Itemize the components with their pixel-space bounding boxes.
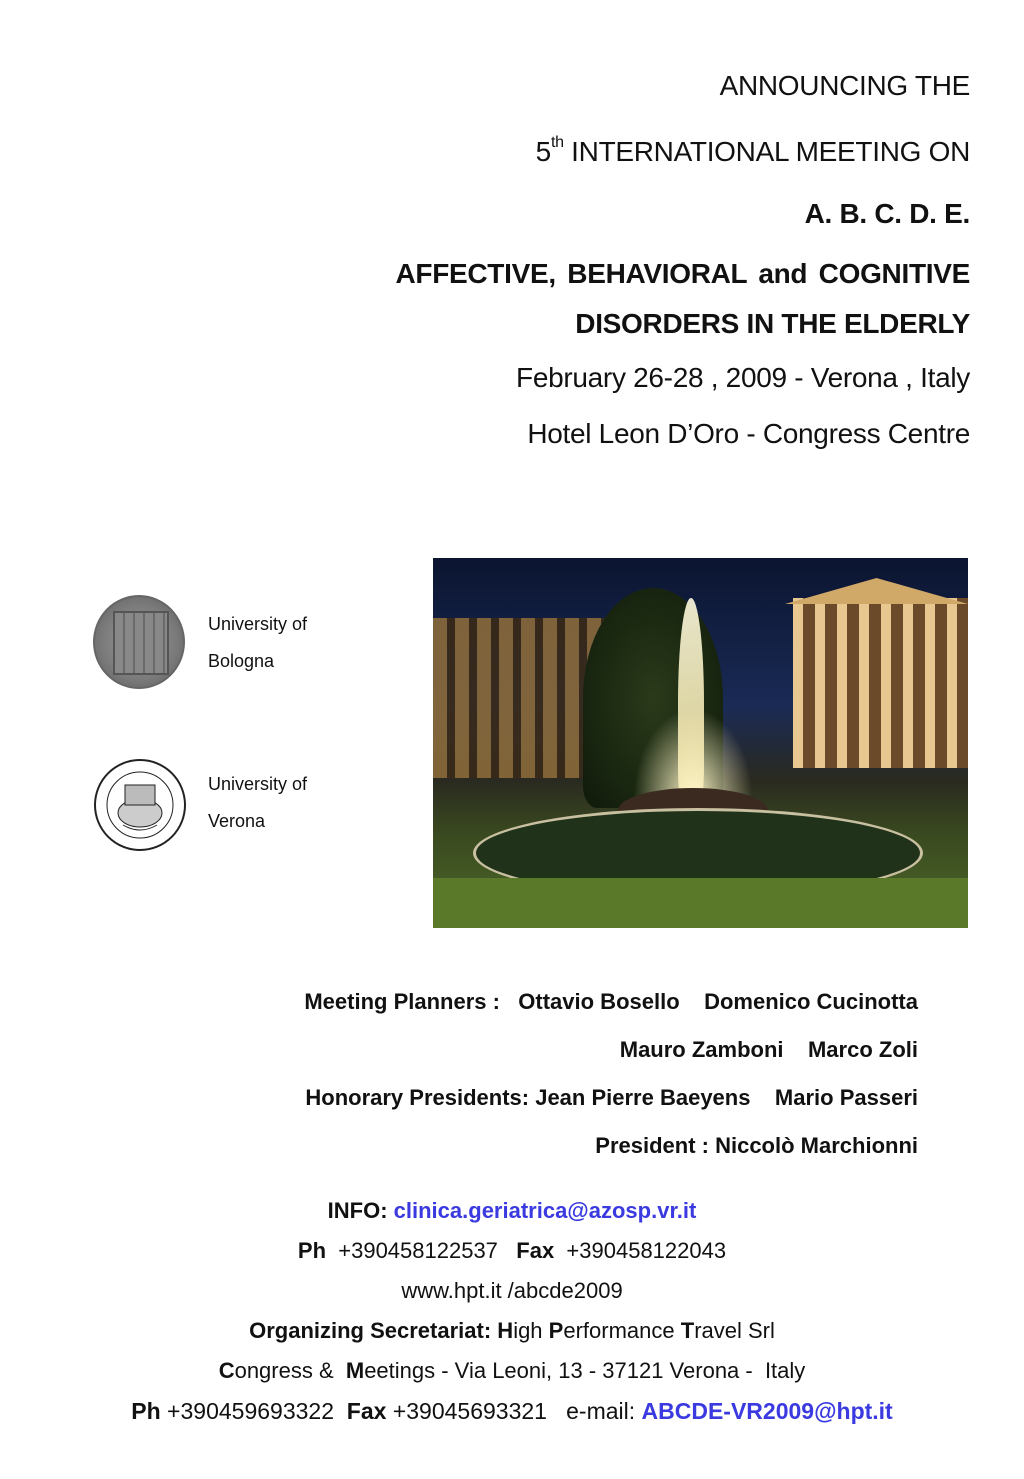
fax2: +39045693321 e-mail: [386, 1398, 642, 1424]
uni-name: Verona [208, 811, 266, 831]
org-erf: erformance [563, 1318, 681, 1343]
congress: ongress & [234, 1358, 346, 1383]
info-line [0, 1198, 1024, 1224]
website[interactable]: www.hpt.it /abcde2009 [401, 1278, 623, 1303]
c-letter: C [218, 1358, 235, 1383]
phone: +390458122537 [338, 1238, 498, 1263]
secretariat-contact [0, 1398, 1024, 1425]
uni-line: University of [208, 774, 308, 794]
m-letter: M [345, 1358, 365, 1383]
planners-label: Meeting Planners : [304, 989, 500, 1014]
org-igh: igh [513, 1318, 549, 1343]
info-email-link[interactable]: clinica.geriatrica@azosp.vr.it [393, 1198, 697, 1223]
org-h: H [497, 1318, 514, 1343]
president: President : Niccolò Marchionni [595, 1133, 918, 1158]
fax-label: Fax [516, 1238, 555, 1263]
event-date: February 26-28 , 2009 - Verona , Italy [516, 362, 970, 393]
fax: +390458122043 [566, 1238, 727, 1263]
bologna-seal-icon [93, 595, 185, 689]
title-line-2: DISORDERS IN THE ELDERLY [575, 308, 970, 339]
ph2-label: Ph [131, 1398, 161, 1424]
org-t: T [680, 1318, 695, 1343]
ordinal: 5 [535, 136, 551, 167]
meeting-line [536, 136, 970, 168]
phone-line [0, 1238, 1024, 1264]
verona-label [208, 766, 307, 840]
ph-label: Ph [297, 1238, 327, 1263]
acronym: A. B. C. D. E. [804, 198, 970, 229]
organizing-secretariat [0, 1318, 1024, 1344]
secretariat-email-link[interactable]: ABCDE-VR2009@hpt.it [641, 1398, 893, 1424]
announcing-line: ANNOUNCING THE [719, 70, 970, 101]
info-label: INFO: [327, 1198, 388, 1223]
org-ravel: ravel Srl [694, 1318, 775, 1343]
org-p: P [548, 1318, 564, 1343]
planner-names-2: Mauro Zamboni Marco Zoli [619, 1037, 918, 1062]
address: eetings - Via Leoni, 13 - 37121 Verona - Italy [364, 1358, 806, 1383]
verona-seal-icon [93, 755, 187, 855]
venue: Hotel Leon D’Oro - Congress Centre [527, 418, 970, 449]
phone2: +390459693322 [160, 1398, 347, 1424]
bologna-label [208, 606, 307, 680]
address-line [0, 1358, 1024, 1384]
meeting-text: INTERNATIONAL MEETING ON [563, 136, 970, 167]
planner-names: Ottavio Bosello Domenico Cucinotta [518, 989, 918, 1014]
title-line-1: AFFECTIVE, BEHAVIORAL and COGNITIVE [395, 258, 970, 289]
uni-name: Bologna [208, 651, 275, 671]
verona-fountain-photo [433, 558, 968, 928]
ordinal-suffix: th [550, 134, 564, 151]
uni-line: University of [208, 614, 308, 634]
fax2-label: Fax [346, 1398, 387, 1424]
meeting-planners-line [304, 989, 918, 1015]
org-label: Organizing Secretariat: [249, 1318, 492, 1343]
honorary-presidents: Honorary Presidents: Jean Pierre Baeyens Mario Passeri [305, 1085, 918, 1110]
